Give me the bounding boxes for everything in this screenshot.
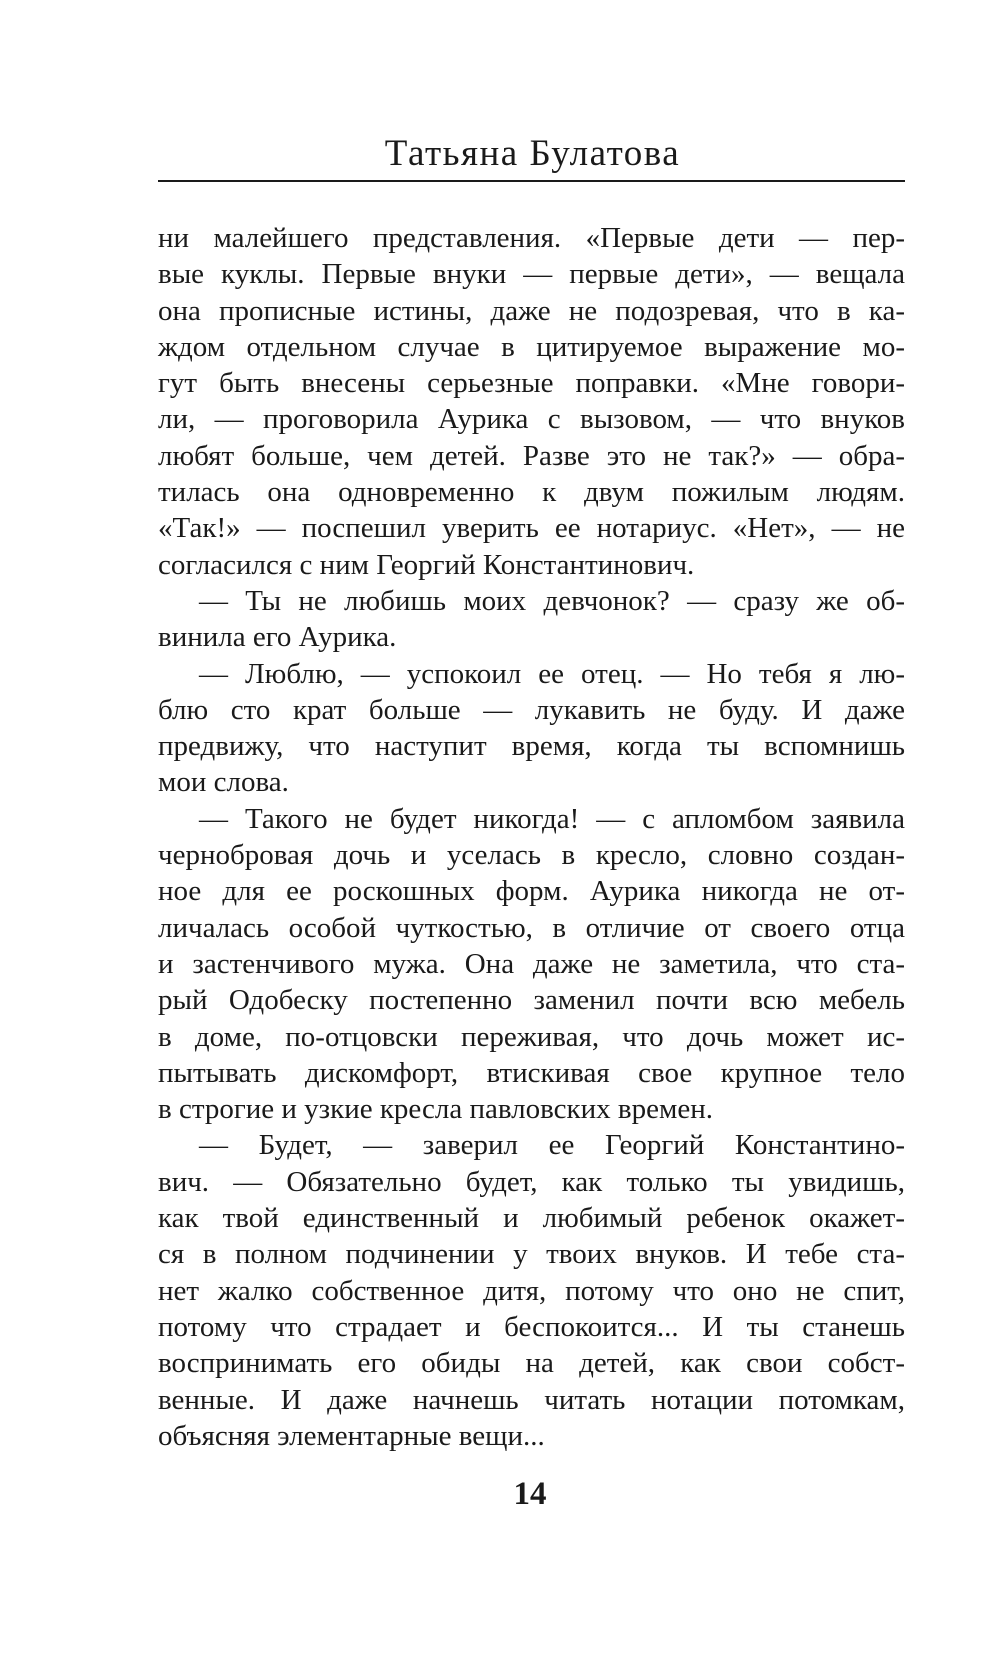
text-line: — Люблю, — успокоил ее отец. — Но тебя я лю- — [199, 657, 905, 690]
text-line: тилась она одновременно к двум пожилым людям. — [158, 476, 905, 509]
text-line: блю сто крат больше — лукавить не буду. И даже — [158, 693, 905, 726]
text-line: ли, — проговорила Аурика с вызовом, — что внуков — [158, 403, 905, 436]
text-line: личалась особой чуткостью, в отличие от своего отца — [158, 911, 905, 944]
text-line: венные. И даже начнешь читать нотации потомкам, — [158, 1383, 905, 1416]
text-line: мои слова. — [158, 766, 289, 799]
text-line: и застенчивого мужа. Она даже не заметила, что ста- — [158, 947, 905, 980]
text-line: нет жалко собственное дитя, потому что оно не спит, — [158, 1274, 905, 1307]
page-number: 14 — [513, 1476, 547, 1512]
text-line: она прописные истины, даже не подозревая, что в ка- — [158, 294, 905, 327]
text-line: вые куклы. Первые внуки — первые дети», — вещала — [158, 258, 905, 291]
text-line: «Так!» — поспешил уверить ее нотариус. «Нет», — не — [158, 512, 905, 545]
text-line: в строгие и узкие кресла павловских времен. — [158, 1093, 713, 1126]
running-head-author: Татьяна Булатова — [384, 133, 681, 174]
text-line: пытывать дискомфорт, втискивая свое крупное тело — [158, 1056, 905, 1089]
text-line: — Будет, — заверил ее Георгий Константино- — [199, 1129, 905, 1162]
text-line: гут быть внесены серьезные поправки. «Мне говори- — [158, 367, 905, 400]
text-line: ся в полном подчинении у твоих внуков. И тебе ста- — [158, 1238, 905, 1271]
text-line: любят больше, чем детей. Разве это не так?» — обра- — [158, 439, 905, 472]
body-text — [158, 220, 905, 1454]
text-line: потому что страдает и беспокоится... И ты станешь — [158, 1310, 905, 1343]
text-line: ное для ее роскошных форм. Аурика никогда не от- — [158, 875, 905, 908]
text-line: воспринимать его обиды на детей, как свои собст- — [158, 1347, 905, 1380]
text-line: рый Одобеску постепенно заменил почти всю мебель — [158, 984, 905, 1017]
header-rule — [158, 180, 905, 182]
text-line: в доме, по-отцовски переживая, что дочь может ис- — [158, 1020, 905, 1053]
text-line: ни малейшего представления. «Первые дети — пер- — [158, 222, 905, 254]
text-line: чернобровая дочь и уселась в кресло, словно создан- — [158, 839, 905, 872]
text-line: винила его Аурика. — [158, 621, 397, 654]
text-line: ждом отдельном случае в цитируемое выражение мо- — [158, 330, 905, 363]
text-line: предвижу, что наступит время, когда ты вспомнишь — [158, 730, 905, 763]
text-line: как твой единственный и любимый ребенок окажет- — [158, 1202, 905, 1235]
text-line: объясняя элементарные вещи... — [158, 1419, 545, 1452]
text-line: — Такого не будет никогда! — с апломбом заявила — [199, 802, 905, 835]
text-line: согласился с ним Георгий Константинович. — [158, 548, 695, 581]
text-line: вич. — Обязательно будет, как только ты увидишь, — [158, 1165, 905, 1198]
text-line: — Ты не любишь моих девчонок? — сразу же об- — [199, 584, 905, 617]
